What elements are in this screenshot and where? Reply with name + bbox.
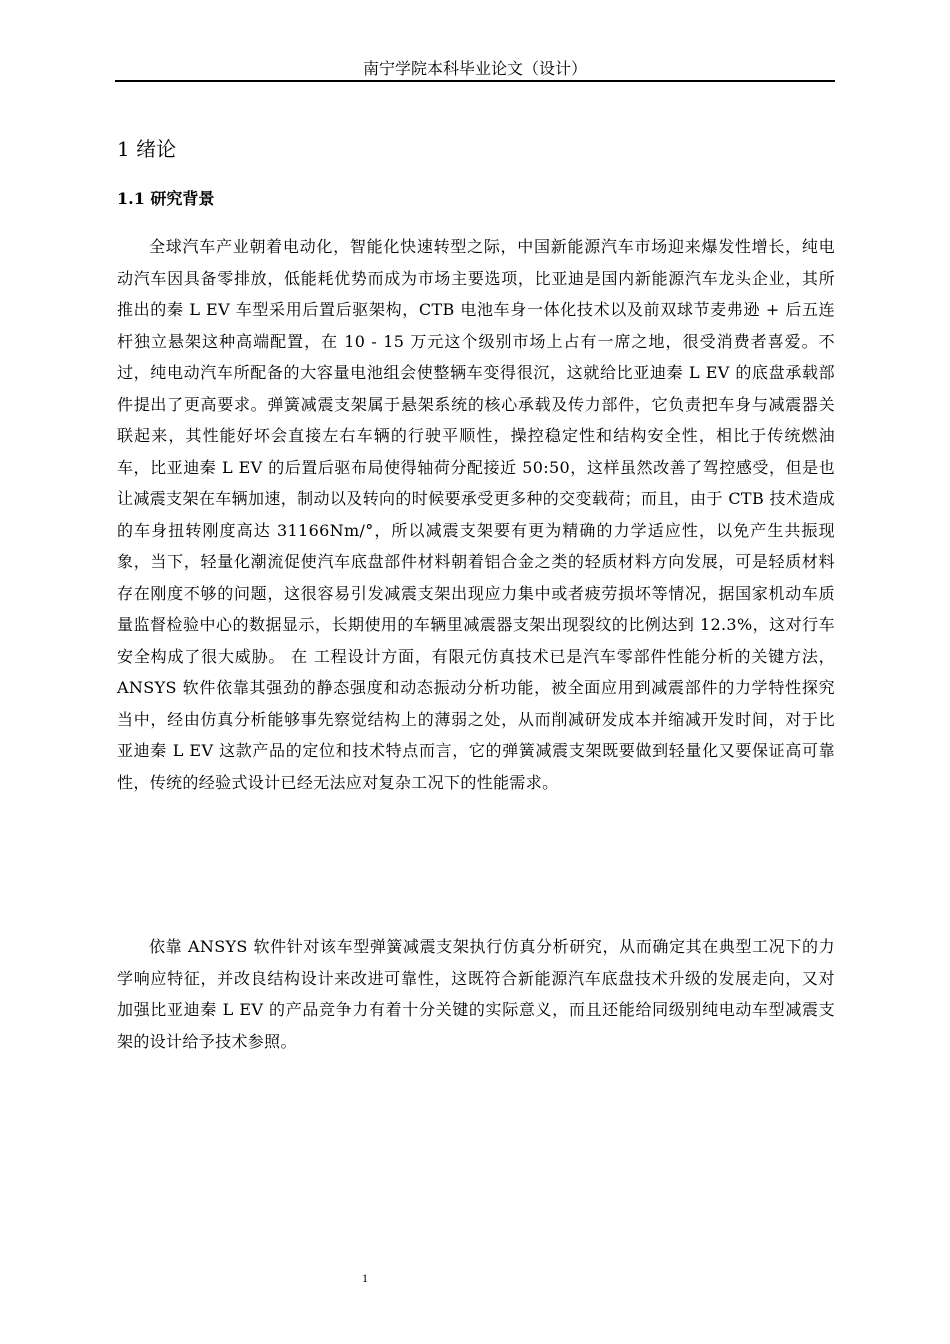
chapter-title: 1 绪论 — [117, 137, 177, 161]
body-paragraph: 依靠 ANSYS 软件针对该车型弹簧减震支架执行仿真分析研究，从而确定其在典型工况下的力学响应特征，并改良结构设计来改进可靠性，这既符合新能源汽车底盘技术升级的发展走向，又对加强比亚迪秦 L EV 的产品竞争力有着十分关键的实际意义，而且还能给同级别纯电动车型减震支架的设计给予技术参照。 — [117, 937, 835, 1051]
body-paragraph: 全球汽车产业朝着电动化，智能化快速转型之际，中国新能源汽车市场迎来爆发性增长，纯电动汽车因具备零排放，低能耗优势而成为市场主要选项，比亚迪是国内新能源汽车龙头企业，其所推出的秦 L EV 车型采用后置后驱架构，CTB 电池车身一体化技术以及前双球节麦弗逊 + 后五连杆独立悬架这种高端配置，在 10 - 15 万元这个级别市场上占有一席之地，很受消费者喜爱。不过，纯电动汽车所配备的大容量电池组会使整辆车变得很沉，这就给比亚迪秦 L EV 的底盘承载部件提出了更高要求。弹簧减震支架属于悬架系统的核心承载及传力部件，它负责把车身与减震器关联起来，其性能好坏会直接左右车辆的行驶平顺性，操控稳定性和结构安全性，相比于传统燃油车，比亚迪秦 L EV 的后置后驱布局使得轴荷分配接近 50:50，这样虽然改善了驾控感受，但是也让减震支架在车辆加速，制动以及转向的时候要承受更多种的交变载荷；而且，由于 CTB 技术造成的车身扭转刚度高达 31166Nm/°，所以减震支架要有更为精确的力学适应性，以免产生共振现象，当下，轻量化潮流促使汽车底盘部件材料朝着铝合金之类的轻质材料方向发展，可是轻质材料存在刚度不够的问题，这很容易引发减震支架出现应力集中或者疲劳损坏等情况，据国家机动车质量监督检验中心的数据显示，长期使用的车辆里减震器支架出现裂纹的比例达到 12.3%，这对行车安全构成了很大威胁。 在 工程设计方面，有限元仿真技术已是汽车零部件性能分析的关键方法，ANSYS 软件依靠其强劲的静态强度和动态振动分析功能，被全面应用到减震部件的力学特性探究当中，经由仿真分析能够事先察觉结构上的薄弱之处，从而削减研发成本并缩减开发时间，对于比亚迪秦 L EV 这款产品的定位和技术特点而言，它的弹簧减震支架既要做到轻量化又要保证高可靠性，传统的经验式设计已经无法应对复杂工况下的性能需求。 — [117, 237, 835, 792]
section-title: 1.1 研究背景 — [117, 189, 215, 208]
page-number: 1 — [362, 1271, 368, 1285]
header-divider — [115, 80, 835, 82]
page-header: 南宁学院本科毕业论文（设计） — [362, 59, 587, 78]
